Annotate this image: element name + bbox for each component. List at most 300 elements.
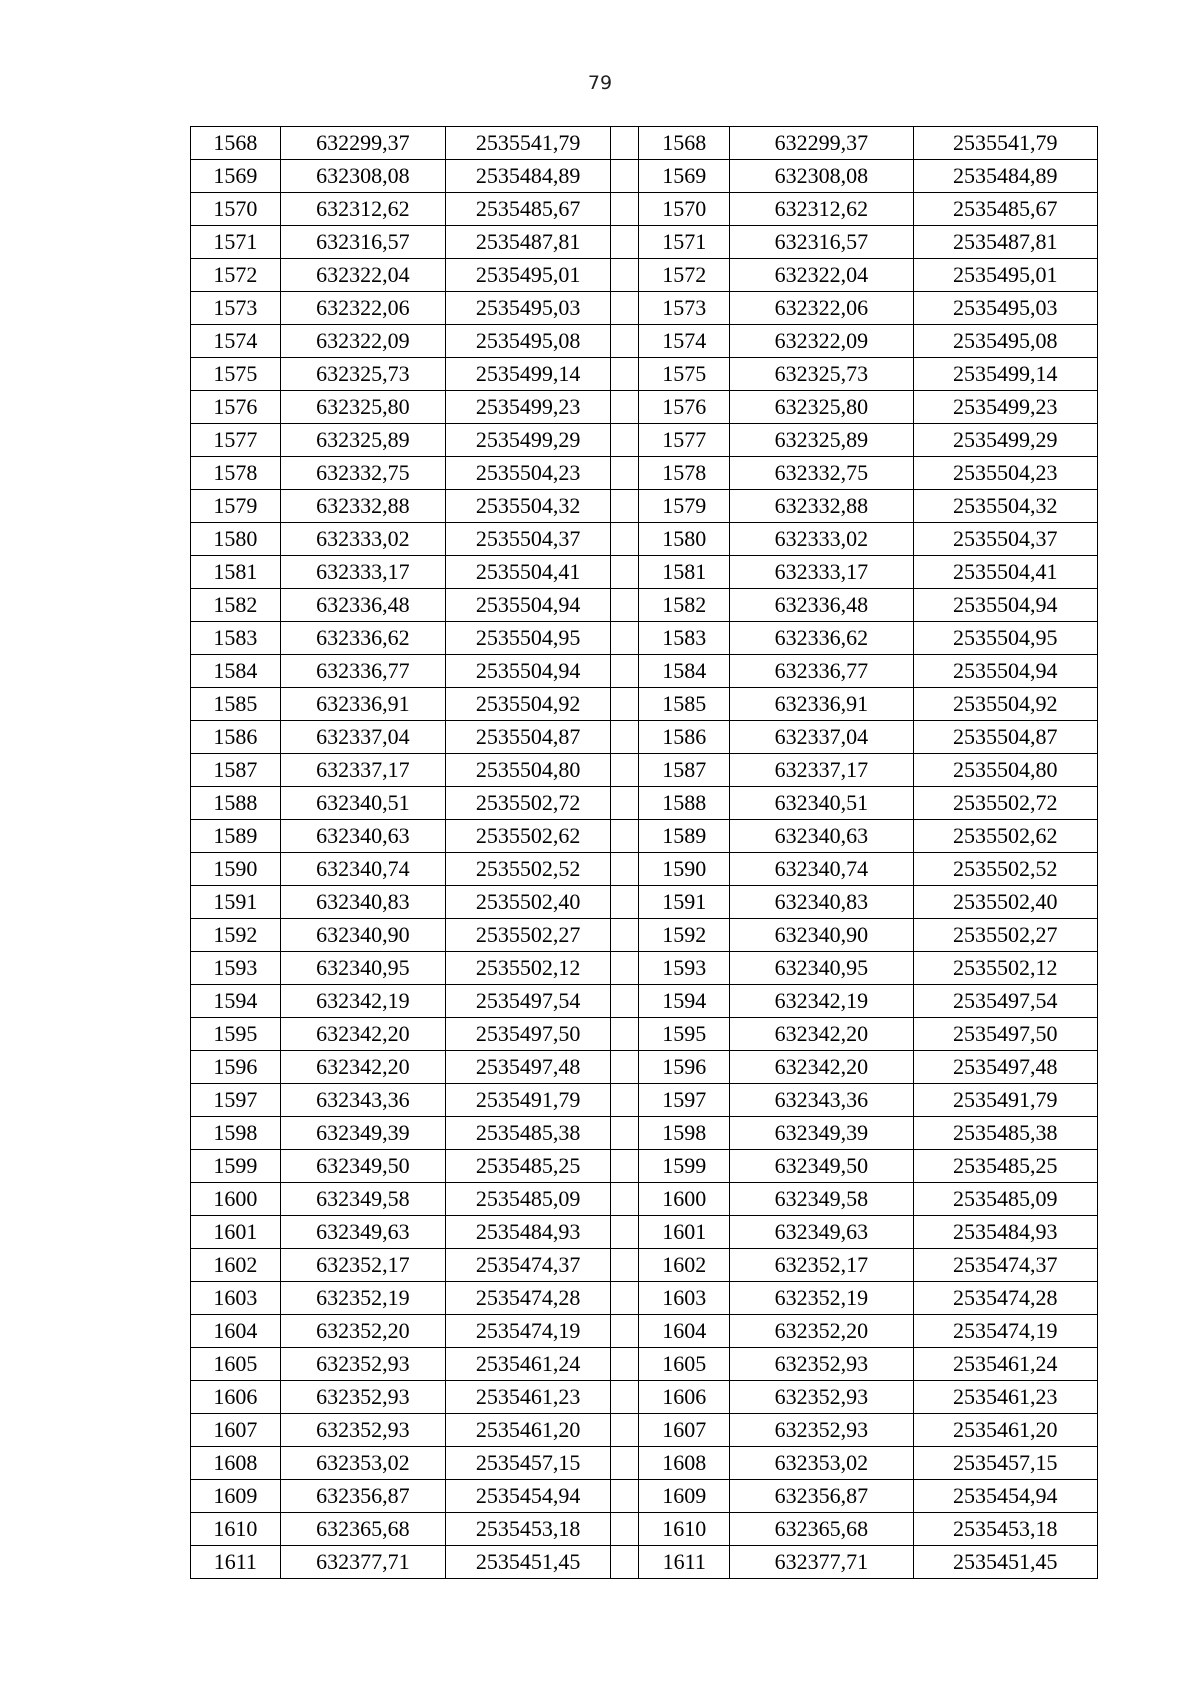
point-number-cell: 1572 <box>191 259 281 292</box>
table-row <box>191 853 1098 886</box>
empty-separator-cell <box>611 655 639 688</box>
x-coordinate-cell-right: 632352,93 <box>730 1414 913 1447</box>
table-row <box>191 1447 1098 1480</box>
point-number-cell-right: 1596 <box>639 1051 730 1084</box>
x-coordinate-cell: 632352,93 <box>280 1348 445 1381</box>
y-coordinate-cell: 2535461,23 <box>445 1381 610 1414</box>
x-coordinate-cell: 632337,04 <box>280 721 445 754</box>
x-coordinate-cell-right: 632333,17 <box>730 556 913 589</box>
point-number-cell-right: 1610 <box>639 1513 730 1546</box>
point-number-cell-right: 1582 <box>639 589 730 622</box>
x-coordinate-cell-right: 632365,68 <box>730 1513 913 1546</box>
x-coordinate-cell: 632340,95 <box>280 952 445 985</box>
empty-separator-cell <box>611 1414 639 1447</box>
empty-separator-cell <box>611 1513 639 1546</box>
y-coordinate-cell-right: 2535485,25 <box>913 1150 1097 1183</box>
point-number-cell: 1596 <box>191 1051 281 1084</box>
point-number-cell: 1571 <box>191 226 281 259</box>
y-coordinate-cell: 2535502,72 <box>445 787 610 820</box>
point-number-cell: 1573 <box>191 292 281 325</box>
table-row <box>191 1051 1098 1084</box>
y-coordinate-cell-right: 2535502,72 <box>913 787 1097 820</box>
empty-separator-cell <box>611 1546 639 1579</box>
point-number-cell: 1603 <box>191 1282 281 1315</box>
point-number-cell-right: 1583 <box>639 622 730 655</box>
y-coordinate-cell: 2535499,23 <box>445 391 610 424</box>
x-coordinate-cell-right: 632340,74 <box>730 853 913 886</box>
point-number-cell: 1575 <box>191 358 281 391</box>
table-row <box>191 952 1098 985</box>
empty-separator-cell <box>611 1381 639 1414</box>
y-coordinate-cell-right: 2535504,87 <box>913 721 1097 754</box>
y-coordinate-cell-right: 2535487,81 <box>913 226 1097 259</box>
y-coordinate-cell: 2535502,27 <box>445 919 610 952</box>
empty-separator-cell <box>611 193 639 226</box>
y-coordinate-cell: 2535453,18 <box>445 1513 610 1546</box>
point-number-cell-right: 1609 <box>639 1480 730 1513</box>
point-number-cell: 1585 <box>191 688 281 721</box>
x-coordinate-cell-right: 632332,75 <box>730 457 913 490</box>
point-number-cell-right: 1592 <box>639 919 730 952</box>
empty-separator-cell <box>611 886 639 919</box>
x-coordinate-cell-right: 632337,04 <box>730 721 913 754</box>
x-coordinate-cell-right: 632340,95 <box>730 952 913 985</box>
x-coordinate-cell-right: 632349,58 <box>730 1183 913 1216</box>
table-row <box>191 358 1098 391</box>
x-coordinate-cell-right: 632353,02 <box>730 1447 913 1480</box>
y-coordinate-cell: 2535502,40 <box>445 886 610 919</box>
x-coordinate-cell-right: 632322,09 <box>730 325 913 358</box>
empty-separator-cell <box>611 1018 639 1051</box>
x-coordinate-cell: 632332,75 <box>280 457 445 490</box>
x-coordinate-cell: 632340,90 <box>280 919 445 952</box>
x-coordinate-cell: 632377,71 <box>280 1546 445 1579</box>
x-coordinate-cell-right: 632340,63 <box>730 820 913 853</box>
empty-separator-cell <box>611 1447 639 1480</box>
x-coordinate-cell: 632349,58 <box>280 1183 445 1216</box>
x-coordinate-cell: 632337,17 <box>280 754 445 787</box>
x-coordinate-cell: 632356,87 <box>280 1480 445 1513</box>
y-coordinate-cell: 2535504,80 <box>445 754 610 787</box>
empty-separator-cell <box>611 226 639 259</box>
point-number-cell: 1568 <box>191 127 281 160</box>
point-number-cell: 1588 <box>191 787 281 820</box>
y-coordinate-cell: 2535474,37 <box>445 1249 610 1282</box>
point-number-cell-right: 1593 <box>639 952 730 985</box>
point-number-cell-right: 1585 <box>639 688 730 721</box>
empty-separator-cell <box>611 820 639 853</box>
x-coordinate-cell: 632325,73 <box>280 358 445 391</box>
y-coordinate-cell-right: 2535504,37 <box>913 523 1097 556</box>
point-number-cell-right: 1589 <box>639 820 730 853</box>
empty-separator-cell <box>611 523 639 556</box>
y-coordinate-cell: 2535491,79 <box>445 1084 610 1117</box>
table-row <box>191 886 1098 919</box>
x-coordinate-cell-right: 632340,90 <box>730 919 913 952</box>
table-row <box>191 1513 1098 1546</box>
x-coordinate-cell: 632340,51 <box>280 787 445 820</box>
y-coordinate-cell: 2535497,54 <box>445 985 610 1018</box>
point-number-cell: 1592 <box>191 919 281 952</box>
x-coordinate-cell-right: 632325,73 <box>730 358 913 391</box>
table-row <box>191 556 1098 589</box>
y-coordinate-cell-right: 2535474,19 <box>913 1315 1097 1348</box>
y-coordinate-cell-right: 2535504,95 <box>913 622 1097 655</box>
point-number-cell-right: 1584 <box>639 655 730 688</box>
table-row <box>191 1480 1098 1513</box>
point-number-cell: 1587 <box>191 754 281 787</box>
y-coordinate-cell-right: 2535491,79 <box>913 1084 1097 1117</box>
point-number-cell: 1576 <box>191 391 281 424</box>
table-row <box>191 490 1098 523</box>
empty-separator-cell <box>611 688 639 721</box>
point-number-cell: 1570 <box>191 193 281 226</box>
point-number-cell-right: 1580 <box>639 523 730 556</box>
x-coordinate-cell: 632308,08 <box>280 160 445 193</box>
table-row <box>191 1249 1098 1282</box>
table-row <box>191 919 1098 952</box>
point-number-cell-right: 1599 <box>639 1150 730 1183</box>
empty-separator-cell <box>611 1216 639 1249</box>
x-coordinate-cell: 632333,17 <box>280 556 445 589</box>
point-number-cell-right: 1594 <box>639 985 730 1018</box>
y-coordinate-cell: 2535495,08 <box>445 325 610 358</box>
table-row <box>191 325 1098 358</box>
point-number-cell: 1577 <box>191 424 281 457</box>
table-row <box>191 1117 1098 1150</box>
x-coordinate-cell: 632342,19 <box>280 985 445 1018</box>
point-number-cell: 1611 <box>191 1546 281 1579</box>
point-number-cell: 1599 <box>191 1150 281 1183</box>
table-row <box>191 1084 1098 1117</box>
x-coordinate-cell-right: 632352,20 <box>730 1315 913 1348</box>
empty-separator-cell <box>611 127 639 160</box>
x-coordinate-cell: 632352,19 <box>280 1282 445 1315</box>
y-coordinate-cell: 2535504,23 <box>445 457 610 490</box>
y-coordinate-cell: 2535499,29 <box>445 424 610 457</box>
y-coordinate-cell-right: 2535499,23 <box>913 391 1097 424</box>
x-coordinate-cell-right: 632349,50 <box>730 1150 913 1183</box>
y-coordinate-cell-right: 2535502,52 <box>913 853 1097 886</box>
x-coordinate-cell: 632365,68 <box>280 1513 445 1546</box>
point-number-cell: 1600 <box>191 1183 281 1216</box>
y-coordinate-cell-right: 2535454,94 <box>913 1480 1097 1513</box>
x-coordinate-cell: 632353,02 <box>280 1447 445 1480</box>
x-coordinate-cell: 632336,91 <box>280 688 445 721</box>
y-coordinate-cell-right: 2535451,45 <box>913 1546 1097 1579</box>
table-row <box>191 1183 1098 1216</box>
y-coordinate-cell: 2535484,89 <box>445 160 610 193</box>
point-number-cell-right: 1595 <box>639 1018 730 1051</box>
point-number-cell-right: 1573 <box>639 292 730 325</box>
x-coordinate-cell: 632336,62 <box>280 622 445 655</box>
y-coordinate-cell: 2535461,20 <box>445 1414 610 1447</box>
y-coordinate-cell-right: 2535495,03 <box>913 292 1097 325</box>
point-number-cell-right: 1590 <box>639 853 730 886</box>
x-coordinate-cell-right: 632325,89 <box>730 424 913 457</box>
table-row <box>191 457 1098 490</box>
point-number-cell-right: 1578 <box>639 457 730 490</box>
empty-separator-cell <box>611 787 639 820</box>
empty-separator-cell <box>611 853 639 886</box>
x-coordinate-cell: 632349,39 <box>280 1117 445 1150</box>
y-coordinate-cell: 2535502,52 <box>445 853 610 886</box>
x-coordinate-cell: 632322,09 <box>280 325 445 358</box>
table-row <box>191 622 1098 655</box>
point-number-cell: 1602 <box>191 1249 281 1282</box>
y-coordinate-cell: 2535495,01 <box>445 259 610 292</box>
y-coordinate-cell-right: 2535504,23 <box>913 457 1097 490</box>
table-row <box>191 1282 1098 1315</box>
y-coordinate-cell: 2535504,87 <box>445 721 610 754</box>
empty-separator-cell <box>611 1480 639 1513</box>
x-coordinate-cell: 632333,02 <box>280 523 445 556</box>
coordinates-table <box>190 126 1098 1579</box>
empty-separator-cell <box>611 457 639 490</box>
page-number: 79 <box>587 72 613 94</box>
point-number-cell-right: 1572 <box>639 259 730 292</box>
y-coordinate-cell-right: 2535485,67 <box>913 193 1097 226</box>
point-number-cell: 1598 <box>191 1117 281 1150</box>
empty-separator-cell <box>611 1117 639 1150</box>
x-coordinate-cell-right: 632342,20 <box>730 1018 913 1051</box>
x-coordinate-cell: 632316,57 <box>280 226 445 259</box>
empty-separator-cell <box>611 1183 639 1216</box>
x-coordinate-cell-right: 632340,83 <box>730 886 913 919</box>
empty-separator-cell <box>611 1282 639 1315</box>
y-coordinate-cell: 2535485,67 <box>445 193 610 226</box>
x-coordinate-cell-right: 632336,77 <box>730 655 913 688</box>
point-number-cell-right: 1574 <box>639 325 730 358</box>
coordinates-table-body <box>191 127 1098 1579</box>
empty-separator-cell <box>611 1150 639 1183</box>
table-row <box>191 523 1098 556</box>
point-number-cell-right: 1569 <box>639 160 730 193</box>
table-row <box>191 127 1098 160</box>
table-row <box>191 1315 1098 1348</box>
x-coordinate-cell-right: 632337,17 <box>730 754 913 787</box>
point-number-cell: 1580 <box>191 523 281 556</box>
x-coordinate-cell-right: 632343,36 <box>730 1084 913 1117</box>
y-coordinate-cell-right: 2535504,94 <box>913 655 1097 688</box>
x-coordinate-cell-right: 632342,20 <box>730 1051 913 1084</box>
point-number-cell-right: 1605 <box>639 1348 730 1381</box>
y-coordinate-cell-right: 2535484,93 <box>913 1216 1097 1249</box>
x-coordinate-cell: 632299,37 <box>280 127 445 160</box>
y-coordinate-cell-right: 2535474,37 <box>913 1249 1097 1282</box>
x-coordinate-cell: 632349,50 <box>280 1150 445 1183</box>
y-coordinate-cell-right: 2535484,89 <box>913 160 1097 193</box>
y-coordinate-cell-right: 2535461,24 <box>913 1348 1097 1381</box>
table-row <box>191 1150 1098 1183</box>
point-number-cell: 1591 <box>191 886 281 919</box>
y-coordinate-cell: 2535485,09 <box>445 1183 610 1216</box>
x-coordinate-cell-right: 632299,37 <box>730 127 913 160</box>
y-coordinate-cell: 2535504,32 <box>445 490 610 523</box>
empty-separator-cell <box>611 1315 639 1348</box>
point-number-cell: 1606 <box>191 1381 281 1414</box>
point-number-cell: 1582 <box>191 589 281 622</box>
table-row <box>191 655 1098 688</box>
point-number-cell-right: 1603 <box>639 1282 730 1315</box>
y-coordinate-cell-right: 2535504,32 <box>913 490 1097 523</box>
point-number-cell-right: 1591 <box>639 886 730 919</box>
table-row <box>191 1348 1098 1381</box>
table-row <box>191 391 1098 424</box>
point-number-cell: 1584 <box>191 655 281 688</box>
point-number-cell-right: 1586 <box>639 721 730 754</box>
x-coordinate-cell-right: 632342,19 <box>730 985 913 1018</box>
point-number-cell: 1608 <box>191 1447 281 1480</box>
x-coordinate-cell: 632322,06 <box>280 292 445 325</box>
y-coordinate-cell: 2535504,94 <box>445 589 610 622</box>
x-coordinate-cell-right: 632336,48 <box>730 589 913 622</box>
x-coordinate-cell-right: 632352,93 <box>730 1348 913 1381</box>
table-row <box>191 1381 1098 1414</box>
x-coordinate-cell-right: 632336,91 <box>730 688 913 721</box>
y-coordinate-cell-right: 2535502,40 <box>913 886 1097 919</box>
table-row <box>191 193 1098 226</box>
y-coordinate-cell: 2535461,24 <box>445 1348 610 1381</box>
x-coordinate-cell-right: 632377,71 <box>730 1546 913 1579</box>
empty-separator-cell <box>611 391 639 424</box>
point-number-cell-right: 1568 <box>639 127 730 160</box>
empty-separator-cell <box>611 358 639 391</box>
point-number-cell: 1605 <box>191 1348 281 1381</box>
y-coordinate-cell-right: 2535497,54 <box>913 985 1097 1018</box>
table-row <box>191 424 1098 457</box>
table-row <box>191 1018 1098 1051</box>
table-row <box>191 1546 1098 1579</box>
x-coordinate-cell: 632342,20 <box>280 1018 445 1051</box>
point-number-cell: 1594 <box>191 985 281 1018</box>
x-coordinate-cell-right: 632356,87 <box>730 1480 913 1513</box>
table-row <box>191 1216 1098 1249</box>
x-coordinate-cell: 632312,62 <box>280 193 445 226</box>
y-coordinate-cell: 2535495,03 <box>445 292 610 325</box>
empty-separator-cell <box>611 424 639 457</box>
y-coordinate-cell: 2535485,38 <box>445 1117 610 1150</box>
x-coordinate-cell: 632352,93 <box>280 1381 445 1414</box>
x-coordinate-cell: 632342,20 <box>280 1051 445 1084</box>
x-coordinate-cell-right: 632336,62 <box>730 622 913 655</box>
table-row <box>191 721 1098 754</box>
y-coordinate-cell-right: 2535499,14 <box>913 358 1097 391</box>
y-coordinate-cell: 2535484,93 <box>445 1216 610 1249</box>
y-coordinate-cell-right: 2535461,20 <box>913 1414 1097 1447</box>
y-coordinate-cell-right: 2535541,79 <box>913 127 1097 160</box>
x-coordinate-cell-right: 632322,06 <box>730 292 913 325</box>
y-coordinate-cell: 2535502,62 <box>445 820 610 853</box>
y-coordinate-cell: 2535504,95 <box>445 622 610 655</box>
point-number-cell-right: 1601 <box>639 1216 730 1249</box>
table-row <box>191 160 1098 193</box>
x-coordinate-cell-right: 632349,63 <box>730 1216 913 1249</box>
y-coordinate-cell: 2535487,81 <box>445 226 610 259</box>
x-coordinate-cell: 632352,93 <box>280 1414 445 1447</box>
y-coordinate-cell-right: 2535485,38 <box>913 1117 1097 1150</box>
empty-separator-cell <box>611 919 639 952</box>
y-coordinate-cell-right: 2535497,50 <box>913 1018 1097 1051</box>
point-number-cell-right: 1581 <box>639 556 730 589</box>
x-coordinate-cell-right: 632325,80 <box>730 391 913 424</box>
y-coordinate-cell-right: 2535495,01 <box>913 259 1097 292</box>
empty-separator-cell <box>611 325 639 358</box>
point-number-cell: 1586 <box>191 721 281 754</box>
empty-separator-cell <box>611 589 639 622</box>
x-coordinate-cell: 632352,20 <box>280 1315 445 1348</box>
table-row <box>191 754 1098 787</box>
point-number-cell: 1595 <box>191 1018 281 1051</box>
empty-separator-cell <box>611 622 639 655</box>
y-coordinate-cell-right: 2535457,15 <box>913 1447 1097 1480</box>
point-number-cell-right: 1611 <box>639 1546 730 1579</box>
table-row <box>191 787 1098 820</box>
point-number-cell: 1604 <box>191 1315 281 1348</box>
empty-separator-cell <box>611 721 639 754</box>
point-number-cell: 1601 <box>191 1216 281 1249</box>
x-coordinate-cell: 632343,36 <box>280 1084 445 1117</box>
point-number-cell: 1607 <box>191 1414 281 1447</box>
y-coordinate-cell-right: 2535504,94 <box>913 589 1097 622</box>
empty-separator-cell <box>611 160 639 193</box>
point-number-cell: 1590 <box>191 853 281 886</box>
y-coordinate-cell: 2535499,14 <box>445 358 610 391</box>
x-coordinate-cell-right: 632333,02 <box>730 523 913 556</box>
point-number-cell: 1597 <box>191 1084 281 1117</box>
x-coordinate-cell-right: 632316,57 <box>730 226 913 259</box>
table-row <box>191 259 1098 292</box>
point-number-cell-right: 1600 <box>639 1183 730 1216</box>
table-row <box>191 985 1098 1018</box>
x-coordinate-cell: 632336,48 <box>280 589 445 622</box>
y-coordinate-cell: 2535485,25 <box>445 1150 610 1183</box>
point-number-cell-right: 1606 <box>639 1381 730 1414</box>
table-row <box>191 688 1098 721</box>
y-coordinate-cell: 2535504,37 <box>445 523 610 556</box>
x-coordinate-cell: 632325,80 <box>280 391 445 424</box>
point-number-cell: 1583 <box>191 622 281 655</box>
point-number-cell-right: 1577 <box>639 424 730 457</box>
y-coordinate-cell-right: 2535504,41 <box>913 556 1097 589</box>
x-coordinate-cell: 632340,74 <box>280 853 445 886</box>
x-coordinate-cell: 632332,88 <box>280 490 445 523</box>
point-number-cell-right: 1598 <box>639 1117 730 1150</box>
table-row <box>191 589 1098 622</box>
point-number-cell: 1610 <box>191 1513 281 1546</box>
point-number-cell-right: 1608 <box>639 1447 730 1480</box>
table-row <box>191 292 1098 325</box>
table-row <box>191 226 1098 259</box>
y-coordinate-cell: 2535497,50 <box>445 1018 610 1051</box>
y-coordinate-cell: 2535541,79 <box>445 127 610 160</box>
y-coordinate-cell-right: 2535474,28 <box>913 1282 1097 1315</box>
x-coordinate-cell: 632340,63 <box>280 820 445 853</box>
point-number-cell-right: 1587 <box>639 754 730 787</box>
table-row <box>191 1414 1098 1447</box>
y-coordinate-cell-right: 2535502,12 <box>913 952 1097 985</box>
y-coordinate-cell: 2535454,94 <box>445 1480 610 1513</box>
y-coordinate-cell: 2535457,15 <box>445 1447 610 1480</box>
table-row <box>191 820 1098 853</box>
x-coordinate-cell-right: 632312,62 <box>730 193 913 226</box>
point-number-cell: 1574 <box>191 325 281 358</box>
empty-separator-cell <box>611 490 639 523</box>
x-coordinate-cell-right: 632349,39 <box>730 1117 913 1150</box>
y-coordinate-cell-right: 2535504,92 <box>913 688 1097 721</box>
y-coordinate-cell: 2535504,92 <box>445 688 610 721</box>
point-number-cell-right: 1575 <box>639 358 730 391</box>
